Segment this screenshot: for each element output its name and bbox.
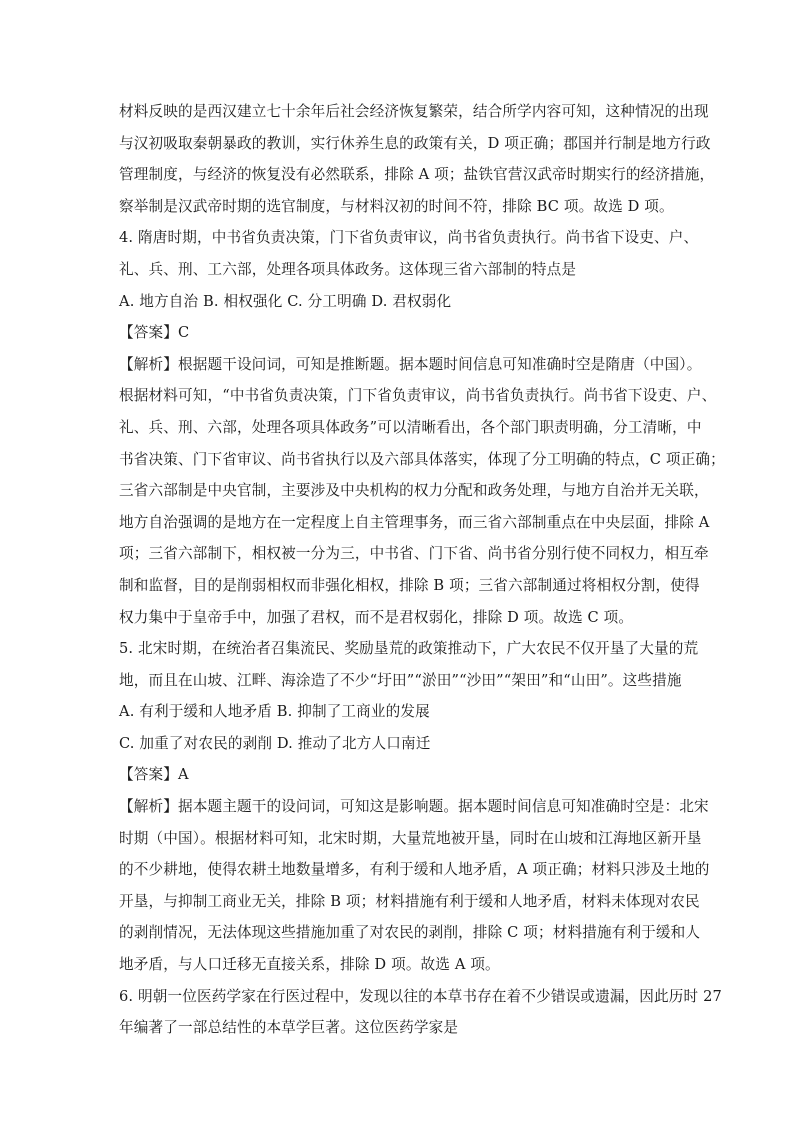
question-4-analysis: 礼、兵、刑、六部，处理各项具体政务”可以清晰看出，各个部门职责明确，分工清晰，中 <box>119 418 702 436</box>
question-4-analysis: 【解析】根据题干设问词，可知是推断题。据本题时间信息可知准确时空是隋唐（中国）。 <box>119 355 702 373</box>
question-4-analysis: 三省六部制是中央官制，主要涉及中央机构的权力分配和政务处理，与地方自治并无关联， <box>119 482 709 500</box>
question-4-analysis: 制和监督，目的是削弱相权而非强化相权，排除 B 项；三省六部制通过将相权分割，使得 <box>119 576 700 594</box>
question-5-analysis: 开垦，与抑制工商业无关，排除 B 项；材料措施有利于缓和人地矛盾，材料未体现对农民 <box>119 892 700 910</box>
document-body <box>119 96 725 1044</box>
question-4-stem: 4. 隋唐时期，中书省负责决策，门下省负责审议，尚书省负责执行。尚书省下设吏、户、 <box>119 229 699 247</box>
question-5-analysis: 地矛盾，与人口迁移无直接关系，排除 D 项。故选 A 项。 <box>119 956 500 974</box>
question-4-options: A. 地方自治 B. 相权强化 C. 分工明确 D. 君权弱化 <box>119 292 452 310</box>
question-5-analysis: 时期（中国）。根据材料可知，北宋时期，大量荒地被开垦，同时在山坡和江海地区新开垦 <box>119 829 702 847</box>
question-4-analysis: 项；三省六部制下，相权被一分为三，中书省、门下省、尚书省分别行使不同权力，相互牵 <box>119 545 709 563</box>
text-line: 管理制度，与经济的恢复没有必然联系，排除 A 项；盐铁官营汉武帝时期实行的经济措施， <box>119 166 715 184</box>
question-6-stem: 6. 明朝一位医药学家在行医过程中，发现以往的本草书存在着不少错误或遗漏，因此历时 27 <box>119 987 722 1005</box>
question-4-stem: 礼、兵、刑、工六部，处理各项具体政务。这体现三省六部制的特点是 <box>119 260 577 278</box>
question-5-answer: 【答案】A <box>119 766 189 784</box>
question-4-analysis: 权力集中于皇帝手中，加强了君权，而不是君权弱化，排除 D 项。故选 C 项。 <box>119 608 634 626</box>
question-4-analysis: 根据材料可知，“中书省负责决策，门下省负责审议，尚书省负责执行。尚书省下设吏、户、 <box>119 387 717 405</box>
question-5-analysis: 的剥削情况，无法体现这些措施加重了对农民的剥削，排除 C 项；材料措施有利于缓和人 <box>119 924 701 942</box>
question-6-stem: 年编著了一部总结性的本草学巨著。这位医药学家是 <box>119 1019 459 1037</box>
question-5-options: A. 有利于缓和人地矛盾 B. 抑制了工商业的发展 <box>119 703 430 721</box>
question-5-stem: 地，而且在山坡、江畔、海涂造了不少“圩田”“淤田”“沙田”“架田”和“山田”。这些措施 <box>119 671 682 689</box>
question-5-options: C. 加重了对农民的剥削 D. 推动了北方人口南迁 <box>119 734 431 752</box>
question-4-answer: 【答案】C <box>119 324 190 342</box>
text-line: 与汉初吸取秦朝暴政的教训，实行休养生息的政策有关，D 项正确；郡国并行制是地方行政 <box>119 134 711 152</box>
text-line: 材料反映的是西汉建立七十余年后社会经济恢复繁荣，结合所学内容可知，这种情况的出现 <box>119 103 709 120</box>
question-5-analysis: 的不少耕地，使得农耕土地数量增多，有利于缓和人地矛盾，A 项正确；材料只涉及土地的 <box>119 861 710 879</box>
question-5-analysis: 【解析】据本题主题干的设问词，可知这是影响题。据本题时间信息可知准确时空是：北宋 <box>119 798 709 816</box>
question-4-analysis: 书省决策、门下省审议、尚书省执行以及六部具体落实，体现了分工明确的特点，C 项正确； <box>119 450 725 468</box>
question-5-stem: 5. 北宋时期，在统治者召集流民、奖励垦荒的政策推动下，广大农民不仅开垦了大量的荒 <box>119 640 699 658</box>
text-line: 察举制是汉武帝时期的选官制度，与材料汉初的时间不符，排除 BC 项。故选 D 项。 <box>119 197 674 215</box>
question-4-analysis: 地方自治强调的是地方在一定程度上自主管理事务，而三省六部制重点在中央层面，排除 A <box>119 513 710 531</box>
